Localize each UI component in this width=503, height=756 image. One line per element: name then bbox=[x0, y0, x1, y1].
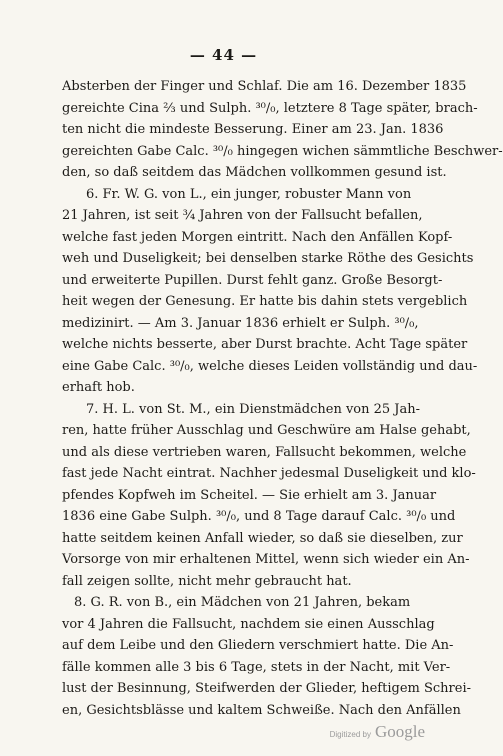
text-line: Vorsorge von mir erhaltenen Mittel, wenn sich wieder ein An- bbox=[62, 552, 470, 567]
body-text bbox=[62, 76, 503, 721]
text-line: 7. H. L. von St. M., ein Dienstmädchen von 25 Jah- bbox=[86, 401, 421, 417]
text-line: erhaft hob. bbox=[62, 380, 135, 395]
text-line: 6. Fr. W. G. von L., ein junger, robuster Mann von bbox=[86, 186, 412, 202]
text-line: weh und Duseligkeit; bei denselben starke Röthe des Gesichts bbox=[62, 251, 474, 266]
text-line: gereichten Gabe Calc. ³⁰/₀ hingegen wichen sämmtliche Beschwer- bbox=[62, 143, 503, 159]
watermark-digitized-label: Digitized by bbox=[329, 730, 371, 739]
text-line: welche nichts besserte, aber Durst brachte. Acht Tage später bbox=[62, 337, 468, 352]
text-line: 8. G. R. von B., ein Mädchen von 21 Jahren, bekam bbox=[74, 595, 411, 610]
text-line: und erweiterte Pupillen. Durst fehlt ganz. Große Besorgt- bbox=[62, 272, 443, 288]
text-line: medizinirt. — Am 3. Januar 1836 erhielt er Sulph. ³⁰/₀, bbox=[62, 315, 419, 331]
text-line: welche fast jeden Morgen eintritt. Nach den Anfällen Kopf- bbox=[62, 229, 453, 245]
text-line: hatte seitdem keinen Anfall wieder, so daß sie dieselben, zur bbox=[62, 530, 463, 546]
text-line: fälle kommen alle 3 bis 6 Tage, stets in der Nacht, mit Ver- bbox=[62, 659, 451, 675]
text-line: gereichte Cina ⅔ und Sulph. ³⁰/₀, letztere 8 Tage später, brach- bbox=[62, 100, 478, 116]
text-line: vor 4 Jahren die Fallsucht, nachdem sie einen Ausschlag bbox=[62, 616, 435, 632]
page-number: — 44 — bbox=[189, 46, 258, 64]
text-line: pfendes Kopfweh im Scheitel. — Sie erhielt am 3. Januar bbox=[62, 487, 437, 503]
text-line: den, so daß seitdem das Mädchen vollkommen gesund ist. bbox=[62, 165, 447, 180]
text-line: fall zeigen sollte, nicht mehr gebraucht hat. bbox=[62, 573, 352, 589]
text-line: und als diese vertrieben waren, Fallsucht bekommen, welche bbox=[62, 444, 467, 460]
text-line: ren, hatte früher Ausschlag und Geschwüre am Halse gehabt, bbox=[62, 423, 471, 438]
google-logo: Google bbox=[374, 722, 425, 741]
text-line: 1836 eine Gabe Sulph. ³⁰/₀, und 8 Tage darauf Calc. ³⁰/₀ und bbox=[62, 509, 456, 524]
text-line: ten nicht die mindeste Besserung. Einer am 23. Jan. 1836 bbox=[62, 122, 444, 137]
text-line: en, Gesichtsblässe und kaltem Schweiße. Nach den Anfällen bbox=[62, 702, 461, 718]
text-line: auf dem Leibe und den Gliedern verschmiert hatte. Die An- bbox=[62, 638, 454, 653]
text-line: fast jede Nacht eintrat. Nachher jedesmal Duseligkeit und klo- bbox=[62, 466, 476, 481]
text-line: lust der Besinnung, Steifwerden der Glieder, heftigem Schrei- bbox=[62, 681, 471, 696]
text-line: eine Gabe Calc. ³⁰/₀, welche dieses Leiden vollständig und dau- bbox=[62, 358, 478, 374]
text-line: Absterben der Finger und Schlaf. Die am 16. Dezember 1835 bbox=[62, 79, 467, 94]
text-line: 21 Jahren, ist seit ¾ Jahren von der Fallsucht befallen, bbox=[62, 208, 423, 223]
text-line: heit wegen der Genesung. Er hatte bis dahin stets vergeblich bbox=[62, 294, 468, 309]
google-watermark bbox=[330, 722, 425, 742]
